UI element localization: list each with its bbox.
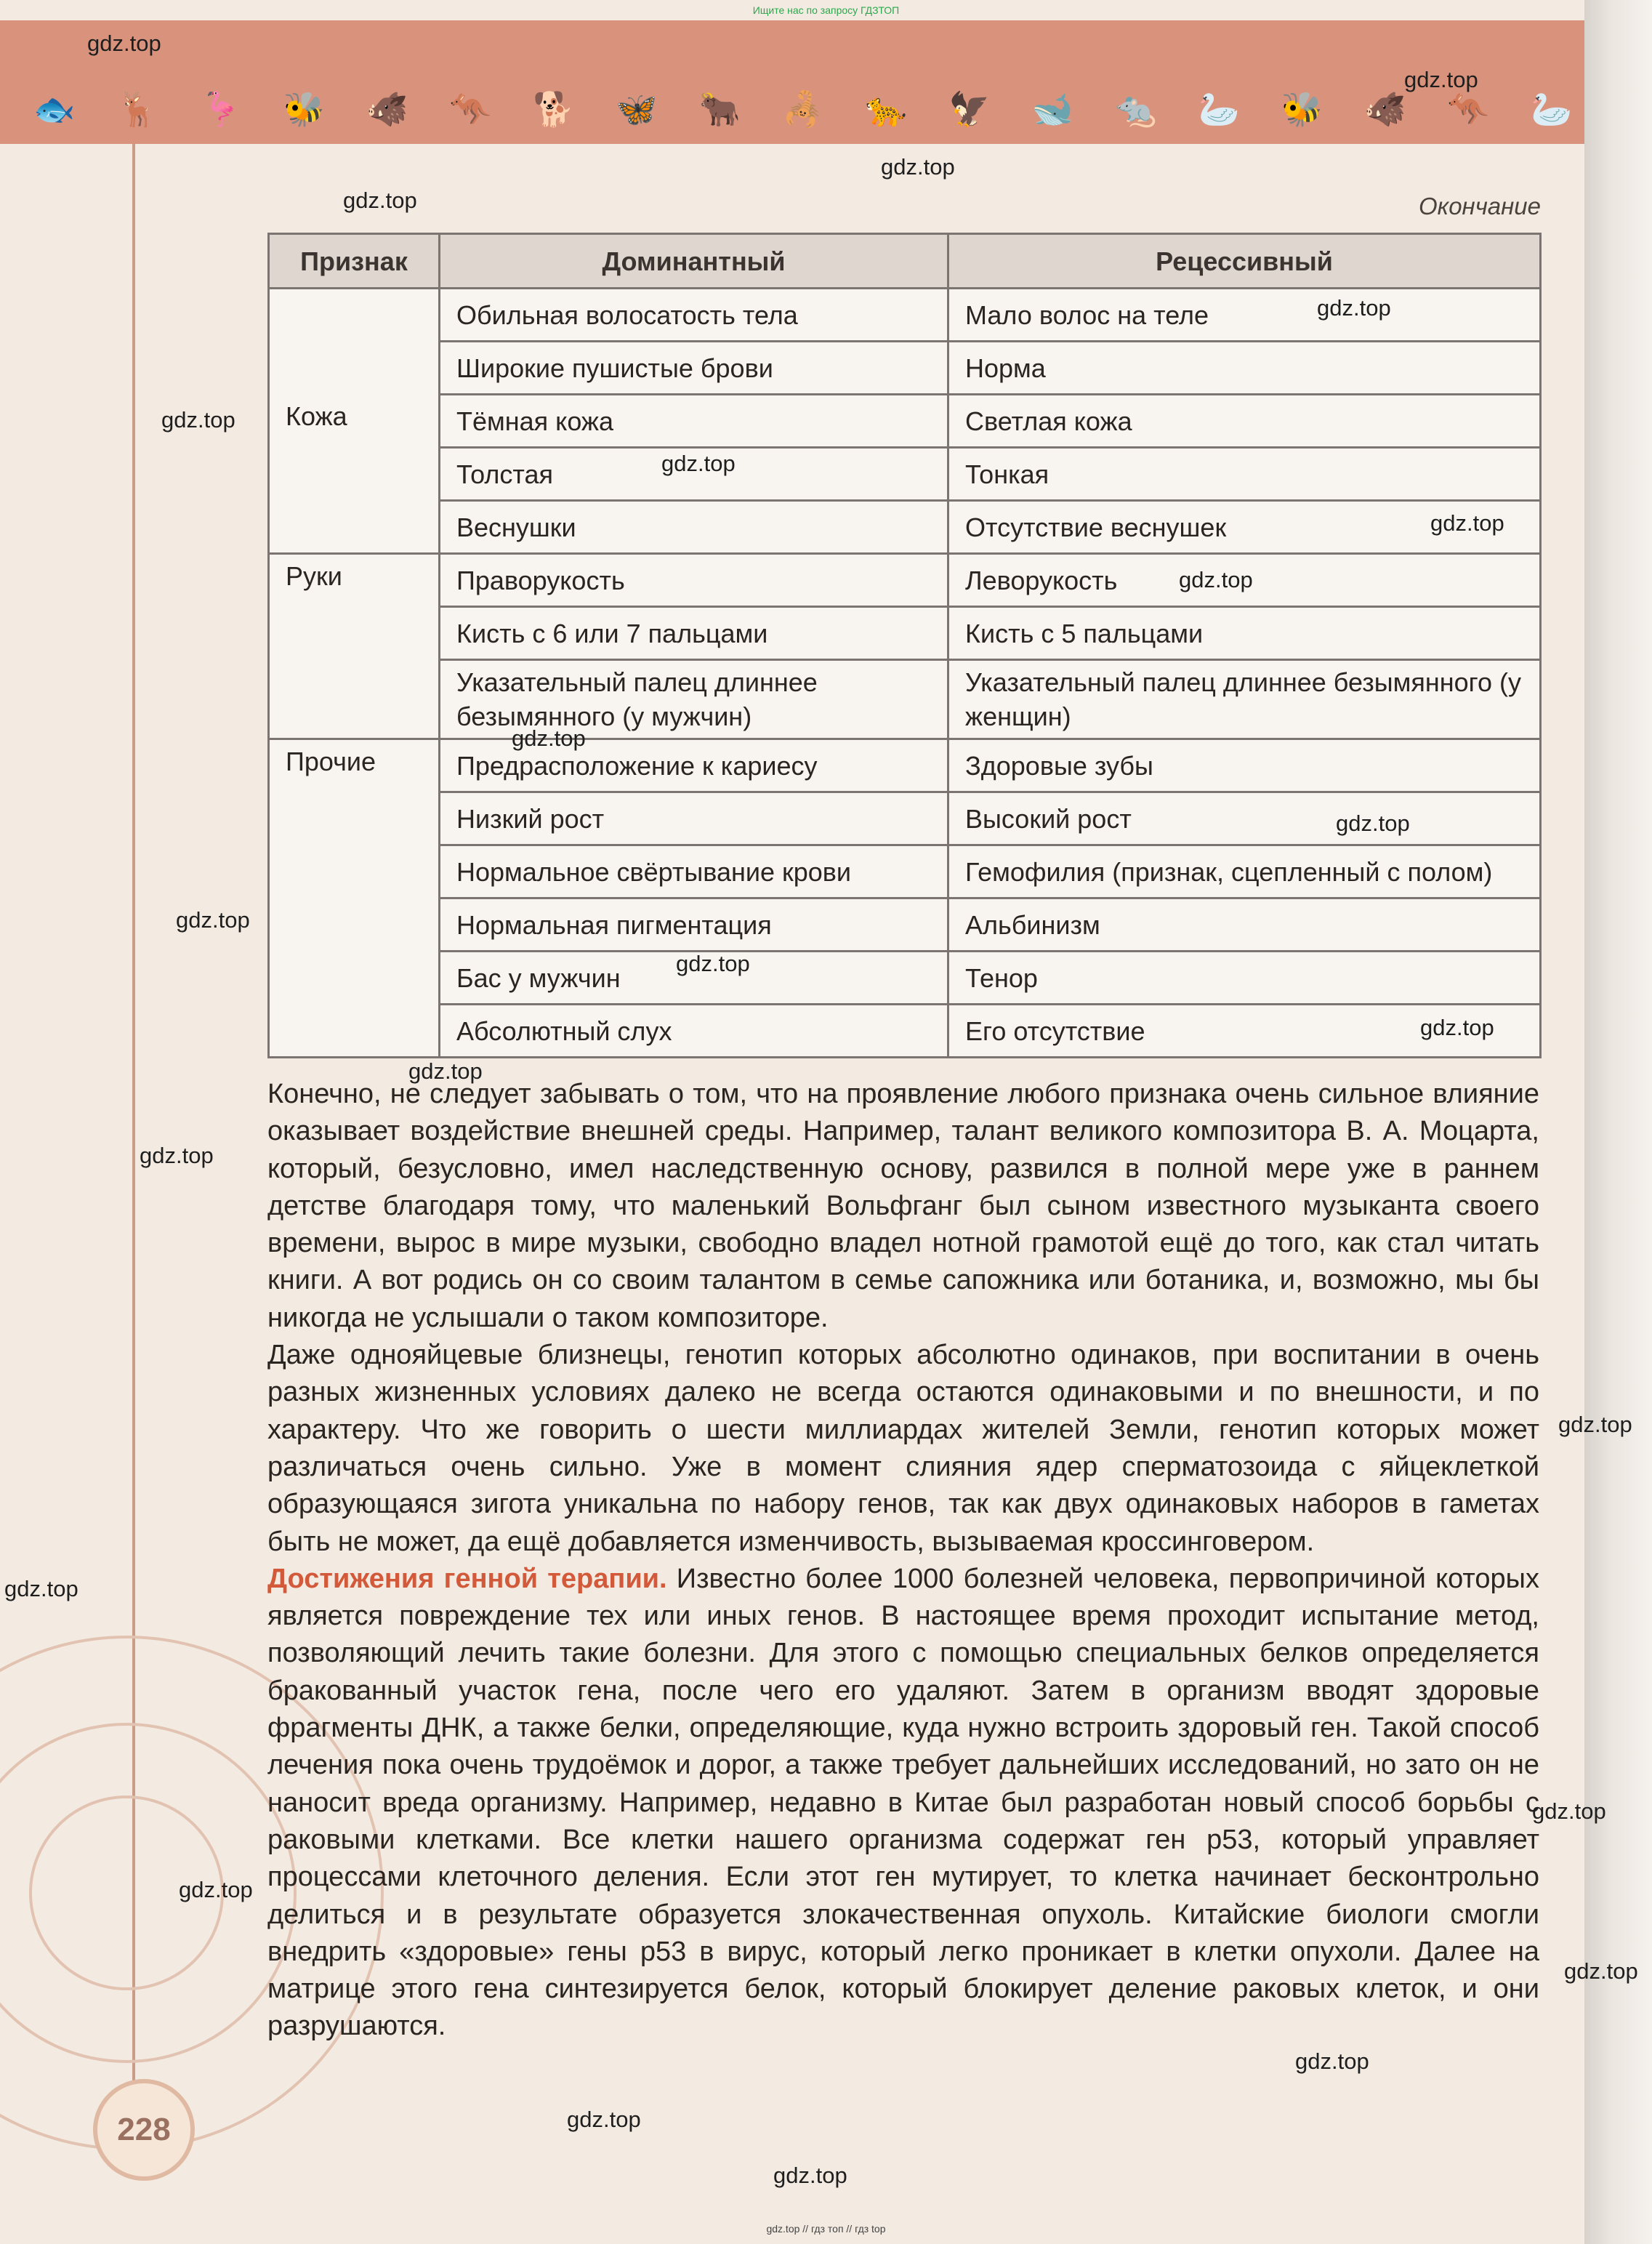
group-cell	[269, 952, 440, 1005]
watermark: gdz.top	[343, 188, 417, 213]
group-cell	[269, 501, 440, 554]
traits-table	[267, 233, 1542, 1058]
group-cell	[269, 289, 440, 342]
table-row	[269, 739, 1541, 792]
recessive-cell: Тонкая	[948, 448, 1541, 501]
dominant-cell: Указательный палец длиннее безымянного (у мужчин)	[440, 660, 948, 739]
recessive-cell: Гемофилия (признак, сцепленный с полом)	[948, 845, 1541, 898]
recessive-cell: Отсутствие веснушек	[948, 501, 1541, 554]
header-trait: Признак	[269, 234, 440, 289]
dominant-cell: Нормальная пигментация	[440, 898, 948, 952]
whale-icon: 🐋	[1031, 89, 1073, 128]
page-gutter-shadow	[1584, 0, 1652, 2244]
recessive-cell: Здоровые зубы	[948, 739, 1541, 792]
watermark: gdz.top	[567, 2107, 641, 2132]
dominant-cell: Бас у мужчин	[440, 952, 948, 1005]
table-row	[269, 501, 1541, 554]
watermark: gdz.top	[661, 451, 736, 476]
table-row	[269, 607, 1541, 660]
header-recessive: Рецессивный	[948, 234, 1541, 289]
dominant-cell: Предрасположение к кариесу	[440, 739, 948, 792]
recessive-cell: Высокий рост	[948, 792, 1541, 845]
dominant-cell: Широкие пушистые брови	[440, 342, 948, 395]
group-cell	[269, 660, 440, 739]
watermark: gdz.top	[1336, 811, 1410, 836]
dominant-cell: Нормальное свёртывание крови	[440, 845, 948, 898]
recessive-cell: Мало волос на теле	[948, 289, 1541, 342]
fish-icon: 🐟	[33, 89, 76, 128]
watermark: gdz.top	[1558, 1412, 1632, 1437]
bottom-notice: gdz.top // гдз топ // гдз top	[766, 2223, 886, 2235]
group-cell: Прочие	[269, 739, 440, 792]
watermark: gdz.top	[773, 2163, 847, 2188]
gene-therapy-text: Известно более 1000 болезней человека, первопричиной которых является повреждение тех или иных генов. В настоящее время проходит испытание метод, позволяющий лечить такие болезни. Для этого с помощью специальных белков определяется бракованный участок гена, после чего его удаляют. Затем в организм вводят здоровые фрагменты ДНК, а также белки, определяющие, куда нужно встроить здоровый ген. Такой способ лечения пока очень трудоёмок и дорог, а также требует дальнейших исследований, но зато он не наносит вреда организму. Например, недавно в Китае был разработан новый способ борьбы с раковыми клетками. Все клетки нашего организма содержат ген p53, который управляет процессами клеточного деления. Если этот ген мутирует, то клетка начинает бесконтрольно делиться и в результате образуется злокачественная опухоль. Китайские биологи смогли внедрить «здоровые» гены p53 в вирус, который легко проникает в клетки опухоли. Далее на матрице этого гена синтезируется белок, который блокирует деление раковых клеток, и они разрушаются.	[267, 1563, 1539, 2042]
watermark: gdz.top	[140, 1143, 214, 1168]
recessive-cell: Кисть с 5 пальцами	[948, 607, 1541, 660]
insect-icon: 🐝	[283, 89, 325, 128]
table-row	[269, 952, 1541, 1005]
group-cell: Руки	[269, 554, 440, 607]
kangaroo-icon: 🦘	[1447, 89, 1490, 128]
swan-icon: 🦢	[1531, 89, 1573, 128]
watermark: gdz.top	[676, 951, 750, 976]
butterfly-icon: 🦋	[616, 89, 658, 128]
body-text	[267, 1076, 1539, 2046]
table-row	[269, 845, 1541, 898]
recessive-cell: Тенор	[948, 952, 1541, 1005]
dominant-cell: Веснушки	[440, 501, 948, 554]
watermark: gdz.top	[4, 1576, 78, 1601]
paragraph-environment: Конечно, не следует забывать о том, что на проявление любого признака очень сильное влияние оказывает воздействие внешней среды. Например, талант великого композитора В. А. Моцарта, который, безусловно, имел наследственную основу, развился в полной мере уже в раннем детстве благодаря тому, что маленький Вольфганг был сыном известного музыканта своего времени, вырос в мире музыки, свободно владел нотной грамотой ещё до того, как стал читать книги. А вот родись он со своим талантом в семье сапожника или ботаника, и, возможно, мы бы никогда не услышали о таком композиторе.	[267, 1079, 1539, 1333]
group-cell	[269, 792, 440, 845]
boar-icon: 🐗	[366, 89, 408, 128]
header-dominant: Доминантный	[440, 234, 948, 289]
page-number: 228	[93, 2079, 195, 2181]
table-row	[269, 660, 1541, 739]
table-row	[269, 395, 1541, 448]
dominant-cell: Обильная волосатость тела	[440, 289, 948, 342]
recessive-cell: Его отсутствие	[948, 1005, 1541, 1058]
table-row	[269, 448, 1541, 501]
cat-icon: 🐆	[865, 89, 908, 128]
group-cell	[269, 898, 440, 952]
swan-icon: 🦢	[1198, 89, 1240, 128]
table-row	[269, 898, 1541, 952]
dominant-cell: Кисть с 6 или 7 пальцами	[440, 607, 948, 660]
watermark: gdz.top	[1404, 67, 1478, 92]
recessive-cell: Указательный палец длиннее безымянного (у женщин)	[948, 660, 1541, 739]
watermark: gdz.top	[179, 1877, 253, 1902]
watermark: gdz.top	[1295, 2048, 1369, 2074]
group-cell	[269, 1005, 440, 1058]
deer-icon: 🦌	[116, 89, 159, 128]
recessive-cell: Альбинизм	[948, 898, 1541, 952]
table-row	[269, 1005, 1541, 1058]
watermark: gdz.top	[1532, 1798, 1606, 1824]
recessive-cell: Леворукость	[948, 554, 1541, 607]
recessive-cell: Норма	[948, 342, 1541, 395]
boar-icon: 🐗	[1364, 89, 1406, 128]
watermark: gdz.top	[512, 725, 586, 751]
watermark: gdz.top	[881, 154, 955, 180]
paragraph-twins: Даже однояйцевые близнецы, генотип которых абсолютно одинаков, при воспитании в очень разных жизненных условиях далеко не всегда остаются одинаковыми и по внешности, и по характеру. Что же говорить о шести миллиардах жителей Земли, генотип которых может различаться очень сильно. Уже в момент слияния ядер сперматозоида с яйцеклеткой образующаяся зигота уникальна по набору генов, так как двух одинаковых наборов в гаметах быть не может, да ещё добавляется изменчивость, вызываемая кроссинговером.	[267, 1340, 1539, 1557]
kangaroo-icon: 🦘	[449, 89, 491, 128]
group-cell: Кожа	[269, 395, 440, 448]
dominant-cell: Низкий рост	[440, 792, 948, 845]
dominant-cell: Толстая	[440, 448, 948, 501]
recessive-cell: Светлая кожа	[948, 395, 1541, 448]
watermark: gdz.top	[1179, 567, 1253, 592]
watermark: gdz.top	[1317, 295, 1391, 321]
bird-icon: 🦩	[200, 89, 242, 128]
scorpion-icon: 🦂	[782, 89, 824, 128]
rat-icon: 🐀	[1115, 89, 1157, 128]
table-row	[269, 342, 1541, 395]
group-cell	[269, 845, 440, 898]
insect-icon: 🐝	[1281, 89, 1323, 128]
gene-therapy-heading: Достижения генной терапии.	[267, 1563, 667, 1594]
watermark: gdz.top	[408, 1058, 483, 1084]
watermark: gdz.top	[1430, 510, 1504, 536]
watermark: gdz.top	[176, 907, 250, 933]
watermark: gdz.top	[161, 407, 235, 433]
dog-icon: 🐕	[532, 89, 575, 128]
watermark: gdz.top	[87, 31, 161, 56]
group-cell	[269, 448, 440, 501]
table-continuation-label: Окончание	[1418, 193, 1541, 220]
bull-icon: 🐂	[698, 89, 741, 128]
table-row	[269, 554, 1541, 607]
table-header-row	[269, 234, 1541, 289]
watermark: gdz.top	[1420, 1015, 1494, 1040]
animal-silhouette-strip	[22, 80, 1584, 138]
dominant-cell: Тёмная кожа	[440, 395, 948, 448]
watermark: gdz.top	[1564, 1958, 1638, 1984]
dominant-cell: Абсолютный слух	[440, 1005, 948, 1058]
group-cell	[269, 607, 440, 660]
dominant-cell: Праворукость	[440, 554, 948, 607]
group-cell	[269, 342, 440, 395]
top-notice: Ищите нас по запросу ГДЗТОП	[752, 4, 900, 16]
paragraph-gene-therapy	[267, 1561, 1539, 2046]
eagle-icon: 🦅	[948, 89, 991, 128]
